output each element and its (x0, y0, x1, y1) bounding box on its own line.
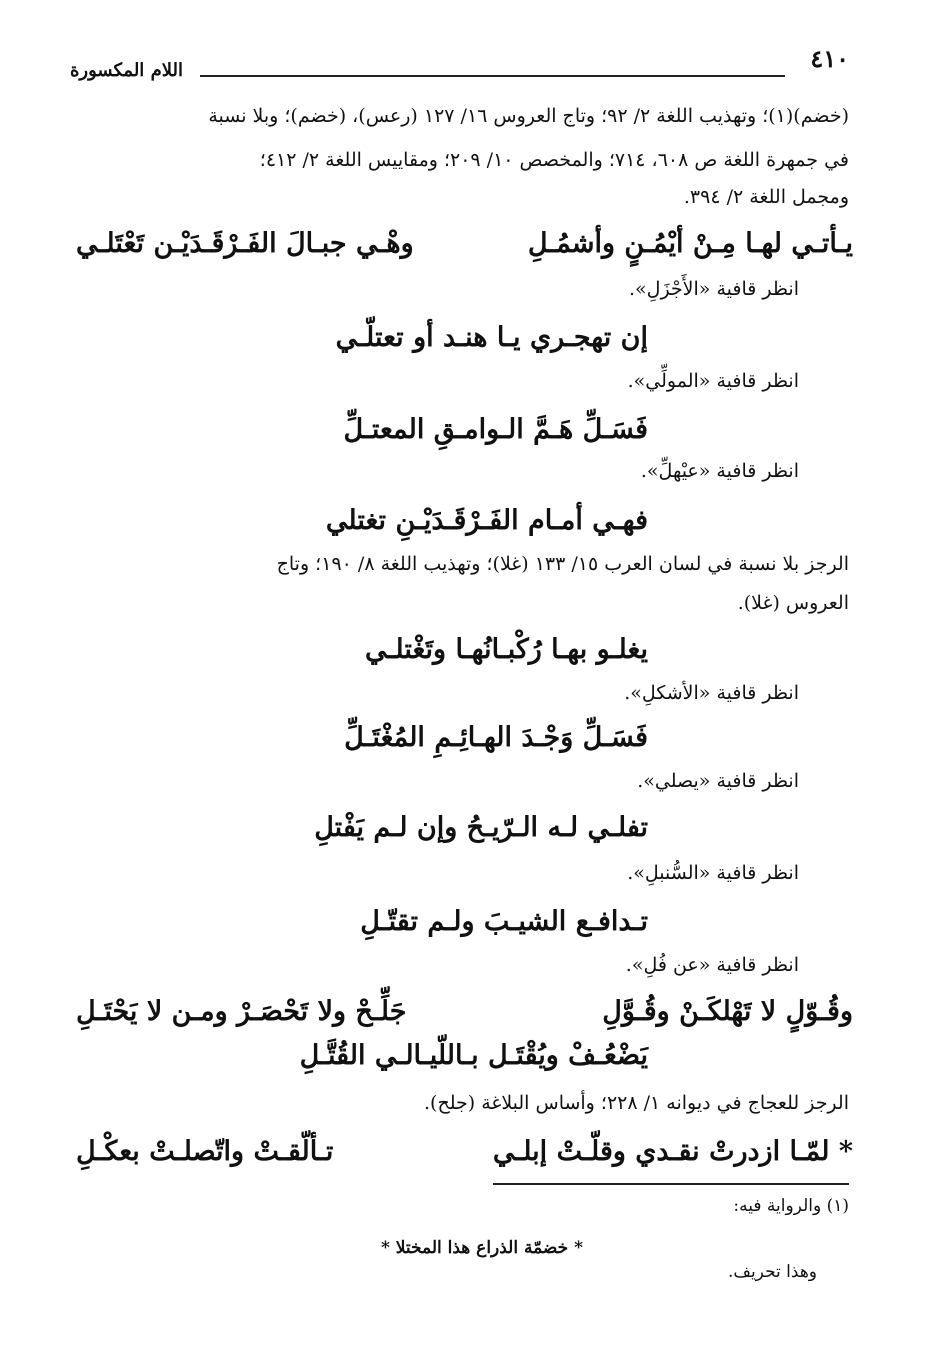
footnote-rule (493, 1183, 849, 1185)
verse-second-hemistich: تـألّقـتْ واتّصلـتْ بعكْـلِ (76, 1136, 334, 1167)
bibliography-line: الرجز للعجاج في ديوانه ١/ ٢٢٨؛ وأساس البلاغة (جلح). (424, 1092, 849, 1114)
footnote-line: وهذا تحريف. (727, 1262, 817, 1282)
verse-first-hemistich: وقُـوّلٍ لا تَهْلكَـنْ وقُـوَّلِ (602, 996, 853, 1027)
cross-reference: انظر قافية «السُّنبلِ». (627, 862, 799, 884)
bibliography-line: ومجمل اللغة ٢/ ٣٩٤. (683, 186, 849, 208)
running-title: اللام المكسورة (70, 60, 183, 81)
verse-line: يَضْعُـفْ ويُقْتَـل بـاللّيـالـي القُتَّـلِ (299, 1040, 648, 1071)
bibliography-line: (خضم)(١)؛ وتهذيب اللغة ٢/ ٩٢؛ وتاج العروس ١٦/ ١٢٧ (رعس)، (خضم)؛ وبلا نسبة (208, 105, 849, 127)
verse-line: تـدافـع الشيـبَ ولـم تقتّـلِ (360, 906, 648, 937)
cross-reference: انظر قافية «يصلي». (637, 770, 799, 792)
verse-line: إن تهجـري يـا هنـد أو تعتلّـي (335, 322, 648, 353)
verse-first-hemistich: * لمّـا ازدرتْ نقـدي وقلّـتْ إبلـي (492, 1136, 853, 1167)
verse-line: فَسَـلِّ هَـمَّ الـوامـقِ المعتـلِّ (343, 414, 648, 445)
bibliography-line: الرجز بلا نسبة في لسان العرب ١٥/ ١٣٣ (غلا)؛ وتهذيب اللغة ٨/ ١٩٠؛ وتاج (276, 553, 849, 575)
bibliography-line: العروس (غلا). (737, 592, 849, 614)
verse-line: تفلـي لـه الـرّيـحُ وإن لـم يَفْتلِ (314, 812, 648, 843)
verse-first-hemistich: يـأتـي لهـا مِـنْ أيْمُـنٍ وأشمُـلِ (527, 228, 853, 259)
footnote-line: (١) والرواية فيه: (733, 1196, 849, 1216)
bibliography-line: في جمهرة اللغة ص ٦٠٨، ٧١٤؛ والمخصص ١٠/ ٢٠٩؛ ومقاييس اللغة ٢/ ٤١٢؛ (259, 149, 849, 171)
cross-reference: انظر قافية «الأَجْزَلِ». (628, 278, 799, 300)
verse-line: يغلـو بهـا رُكْبـانُهـا وتَغْتلـي (365, 634, 648, 665)
verse-line: فَسَـلِّ وَجْـدَ الهـائِـمِ المُغْتَـلِّ (344, 722, 648, 753)
verse-second-hemistich: جَلِّـحْ ولا تَحْصَـرْ ومـن لا يَحْتَـلِ (76, 996, 407, 1027)
header-rule (200, 75, 785, 77)
cross-reference: انظر قافية «عيْهلِّ». (640, 460, 799, 482)
page-number: ٤١٠ (810, 44, 849, 73)
verse-second-hemistich: وهْـي جبـالَ الفَـرْقَـدَيْـن تَعْتَلـي (76, 228, 414, 259)
cross-reference: انظر قافية «المولِّي». (627, 370, 799, 392)
cross-reference: انظر قافية «عن فُلِ». (625, 954, 799, 976)
footnote-verse: * خضمّة الذراع هذا المختلا * (380, 1238, 583, 1258)
verse-line: فهـي أمـام الفَـرْقَـدَيْـنِ تغتلي (325, 505, 648, 536)
cross-reference: انظر قافية «الأشكلِ». (624, 682, 799, 704)
